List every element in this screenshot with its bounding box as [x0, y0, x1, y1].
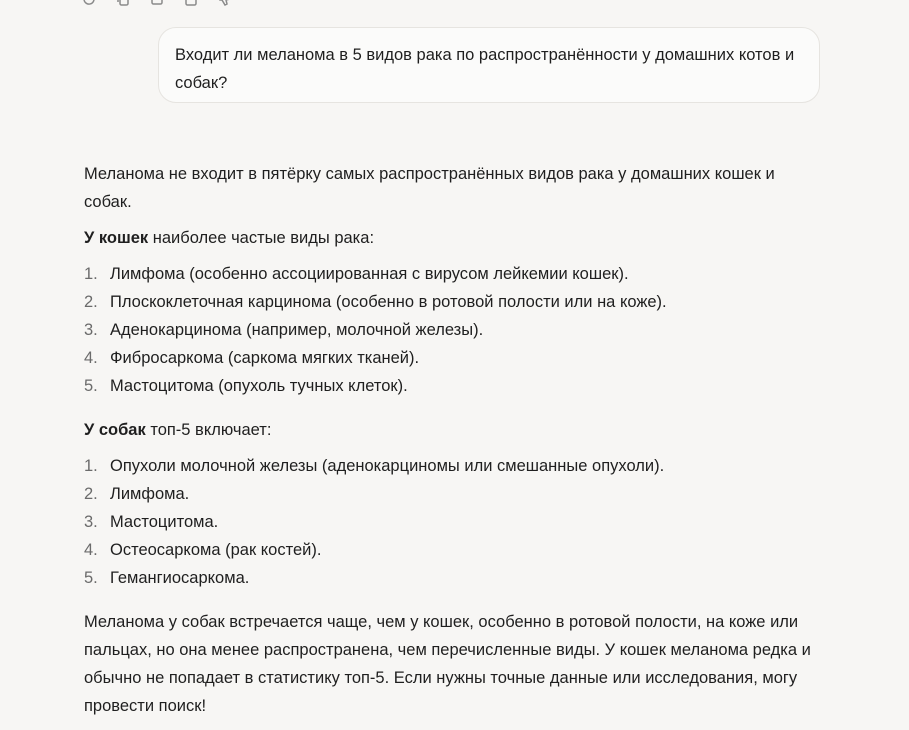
assistant-intro: Меланома не входит в пятёрку самых распространённых видов рака у домашних кошек и собак.	[84, 165, 775, 211]
dogs-heading-rest: топ-5 включает:	[145, 421, 272, 439]
assistant-message	[84, 160, 824, 720]
dogs-heading-bold: У собак	[84, 421, 146, 439]
list-item: 3. Аденокарцинома (например, молочной железы).	[84, 321, 484, 339]
share-icon[interactable]	[148, 0, 166, 8]
cats-cancer-list	[84, 260, 824, 400]
dogs-heading	[84, 416, 824, 444]
user-message-bubble	[158, 27, 820, 103]
dogs-cancer-list	[84, 452, 824, 592]
list-item: 5. Гемангиосаркома.	[84, 569, 250, 587]
list-item: 2. Лимфома.	[84, 485, 190, 503]
message-actions-toolbar	[80, 0, 234, 8]
copy-icon[interactable]	[114, 0, 132, 8]
assistant-conclusion: Меланома у собак встречается чаще, чем у кошек, особенно в ротовой полости, на коже или пальцах, но она менее распространена, чем перечисленные виды. У кошек меланома редка и обычно не попадает в статистику топ-5. Если нужны точные данные или исследования, могу провести поиск!	[84, 613, 811, 715]
thumbs-down-icon[interactable]	[216, 0, 234, 8]
cats-heading-rest: наиболее частые виды рака:	[148, 229, 375, 247]
retry-icon[interactable]	[80, 0, 98, 8]
cats-heading-bold: У кошек	[84, 229, 149, 247]
list-item: 5. Мастоцитома (опухоль тучных клеток).	[84, 377, 408, 395]
list-item: 3. Мастоцитома.	[84, 513, 219, 531]
list-item: 1. Лимфома (особенно ассоциированная с вирусом лейкемии кошек).	[84, 265, 629, 283]
bookmark-icon[interactable]	[182, 0, 200, 8]
list-item: 1. Опухоли молочной железы (аденокарциномы или смешанные опухоли).	[84, 457, 665, 475]
cats-heading	[84, 224, 824, 252]
user-message-text: Входит ли меланома в 5 видов рака по распространённости у домашних котов и собак?	[175, 46, 795, 92]
list-item: 2. Плоскоклеточная карцинома (особенно в ротовой полости или на коже).	[84, 293, 667, 311]
list-item: 4. Фибросаркома (саркома мягких тканей).	[84, 349, 420, 367]
list-item: 4. Остеосаркома (рак костей).	[84, 541, 322, 559]
